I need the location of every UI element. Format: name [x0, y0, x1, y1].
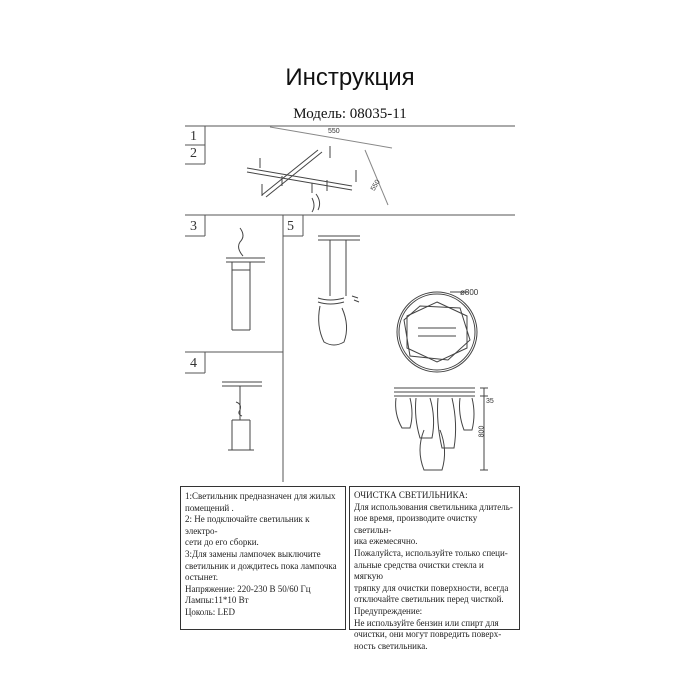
- dimension-height-total: 800: [478, 425, 486, 438]
- cleaning-note-line: ное время, производите очистку светильн-: [354, 513, 478, 535]
- step-number-5: 5: [287, 219, 294, 234]
- dimension-width-top: 550: [328, 128, 340, 135]
- usage-note-line: сети до его сборки.: [185, 537, 259, 548]
- usage-notes-box: [180, 486, 346, 630]
- usage-note-line: Напряжение: 220-230 В 50/60 Гц: [185, 583, 311, 594]
- page-title: Инструкция: [285, 64, 415, 91]
- cleaning-note-line: очистки, они могут повредить поверх-: [354, 629, 502, 640]
- cleaning-note-line: ика ежемесячно.: [354, 536, 418, 547]
- top-view-drawing: [397, 292, 477, 372]
- dimension-height-small: 35: [486, 398, 494, 405]
- usage-note-line: помещений .: [185, 502, 234, 513]
- step-number-3: 3: [190, 219, 197, 234]
- usage-note-line: Лампы:11*10 Вт: [185, 595, 249, 606]
- usage-note-line: 3:Для замены лампочек выключите: [185, 548, 321, 559]
- dimension-diameter: ø800: [460, 288, 479, 297]
- cleaning-note-line: альные средства очистки стекла и мягкую: [354, 559, 484, 582]
- bracket-drawing: [247, 127, 392, 212]
- cleaning-notes-box: [349, 486, 520, 651]
- cleaning-note-line: Предупреждение:: [354, 605, 423, 616]
- model-number: Модель: 08035-11: [293, 106, 407, 122]
- step5-lamp-drawing: [318, 236, 360, 345]
- cleaning-note-line: Не используйте бензин или спирт для: [354, 617, 499, 628]
- cleaning-note-line: Пожалуйста, используйте только специ-: [354, 547, 508, 558]
- step4-lamp-drawing: [222, 382, 262, 450]
- usage-note-line: светильник и дождитесь пока лампочка: [185, 560, 337, 571]
- cleaning-note-line: отключайте светильник перед чисткой.: [354, 594, 504, 605]
- cleaning-note-line: тряпку для очистки поверхности, всегда: [354, 582, 509, 593]
- cleaning-note-line: Для использования светильника длитель-: [354, 501, 513, 512]
- step-number-1: 1: [190, 129, 197, 144]
- step-number-2: 2: [190, 146, 197, 161]
- usage-note-line: Цоколь: LED: [185, 606, 236, 617]
- step3-lamp-drawing: [226, 228, 265, 330]
- cleaning-note-line: ность светильника.: [354, 640, 428, 651]
- cleaning-note-line: ОЧИСТКА СВЕТИЛЬНИКА:: [354, 490, 468, 500]
- usage-note-line: 1:Светильник предназначен для жилых: [185, 491, 336, 501]
- step-number-4: 4: [190, 356, 197, 371]
- usage-note-line: 2: Не подключайте светильник к электро-: [185, 514, 310, 536]
- dimension-width-side: 550: [369, 178, 382, 193]
- usage-note-line: остынет.: [185, 572, 219, 583]
- front-view-drawing: [394, 388, 488, 470]
